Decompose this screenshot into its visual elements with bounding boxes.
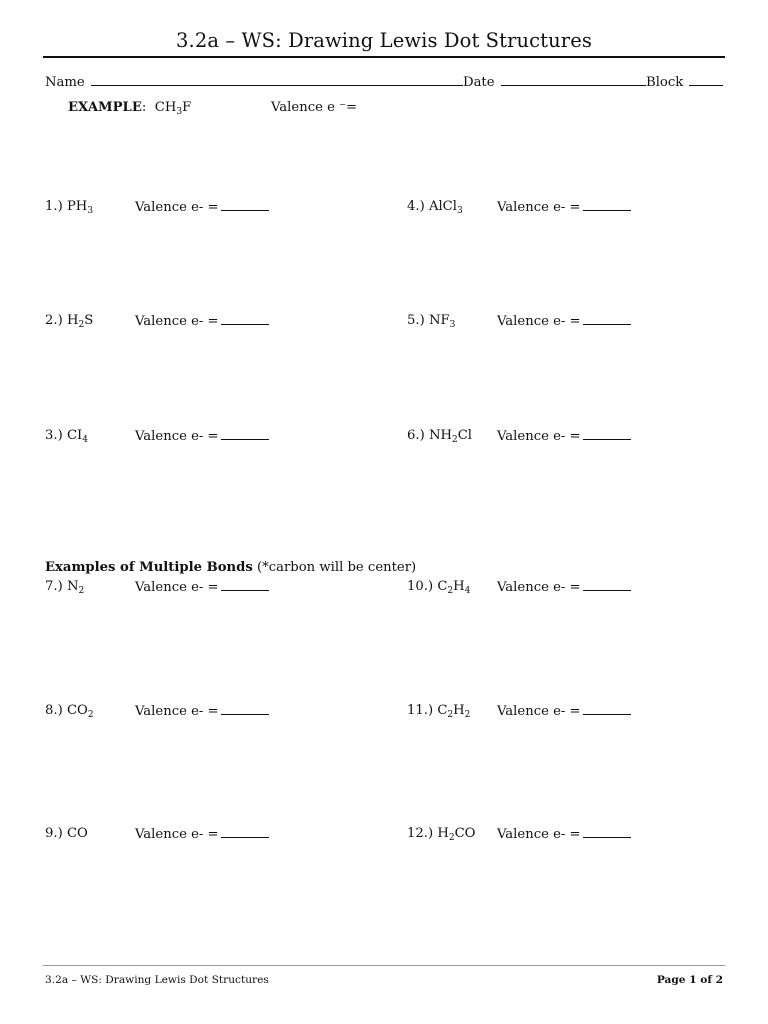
problem-9: 9.) CO (45, 826, 88, 841)
footer-divider (43, 965, 725, 966)
formula: $H_2CO$ (437, 826, 476, 843)
date-blank (501, 74, 646, 86)
multiple-bonds-heading: Examples of Multiple Bonds (*carbon will be center) (45, 560, 417, 575)
formula: $N_2$ (66, 579, 85, 596)
date-field (463, 74, 646, 90)
name-field (45, 74, 463, 90)
date-label: Date (463, 75, 495, 90)
block-label: Block (646, 75, 684, 90)
problem-7-valence: Valence e- = (135, 579, 269, 595)
example-valence-label: Valence e ⁻= (271, 100, 358, 115)
problem-11: 11.) $C_2H_2$ (407, 703, 471, 720)
problem-3-valence: Valence e- = (135, 428, 269, 444)
problem-4-valence: Valence e- = (497, 199, 631, 215)
formula: $H_2S$ (66, 313, 94, 330)
problem-7: 7.) $N_2$ (45, 579, 85, 596)
formula: $C_2H_2$ (437, 703, 471, 720)
formula: CO (66, 826, 88, 841)
valence-blank (221, 826, 269, 838)
valence-blank (221, 579, 269, 591)
example-row (68, 100, 191, 115)
formula: $NF_3$ (428, 313, 456, 330)
valence-blank (583, 313, 631, 325)
valence-blank (583, 428, 631, 440)
example-formula: $CH_3F$ (154, 100, 192, 117)
valence-blank (221, 313, 269, 325)
problem-1: 1.) $PH_3$ (45, 199, 94, 216)
example-label: EXAMPLE (68, 100, 142, 115)
valence-blank (583, 703, 631, 715)
problem-8-valence: Valence e- = (135, 703, 269, 719)
name-label: Name (45, 75, 85, 90)
valence-blank (583, 579, 631, 591)
problem-6: 6.) $NH_2Cl$ (407, 428, 473, 445)
formula: $CI_4$ (66, 428, 88, 445)
formula: $C_2H_4$ (437, 579, 471, 596)
problem-2-valence: Valence e- = (135, 313, 269, 329)
title-divider (43, 56, 725, 58)
block-field (646, 74, 723, 90)
name-blank (91, 74, 463, 86)
valence-blank (583, 199, 631, 211)
formula: $PH_3$ (66, 199, 94, 216)
problem-1-valence: Valence e- = (135, 199, 269, 215)
formula: AlCl$_3$ (428, 199, 463, 216)
problem-5: 5.) $NF_3$ (407, 313, 456, 330)
valence-blank (221, 428, 269, 440)
valence-blank (583, 826, 631, 838)
problem-10-valence: Valence e- = (497, 579, 631, 595)
problem-12-valence: Valence e- = (497, 826, 631, 842)
problem-10: 10.) $C_2H_4$ (407, 579, 471, 596)
problem-11-valence: Valence e- = (497, 703, 631, 719)
problem-8: 8.) $CO_2$ (45, 703, 94, 720)
problem-2: 2.) $H_2S$ (45, 313, 94, 330)
page-title: 3.2a – WS: Drawing Lewis Dot Structures (176, 29, 592, 52)
example-colon: : (141, 100, 147, 115)
problem-5-valence: Valence e- = (497, 313, 631, 329)
formula: $NH_2Cl$ (428, 428, 473, 445)
problem-4: 4.) AlCl$_3$ (407, 199, 463, 216)
problem-9-valence: Valence e- = (135, 826, 269, 842)
valence-blank (221, 703, 269, 715)
problem-12: 12.) $H_2CO$ (407, 826, 476, 843)
problem-6-valence: Valence e- = (497, 428, 631, 444)
footer-title: 3.2a – WS: Drawing Lewis Dot Structures (45, 974, 269, 986)
formula: $CO_2$ (66, 703, 94, 720)
block-blank (689, 74, 723, 86)
valence-blank (221, 199, 269, 211)
footer-page-number: Page 1 of 2 (656, 974, 723, 986)
problem-3: 3.) $CI_4$ (45, 428, 88, 445)
